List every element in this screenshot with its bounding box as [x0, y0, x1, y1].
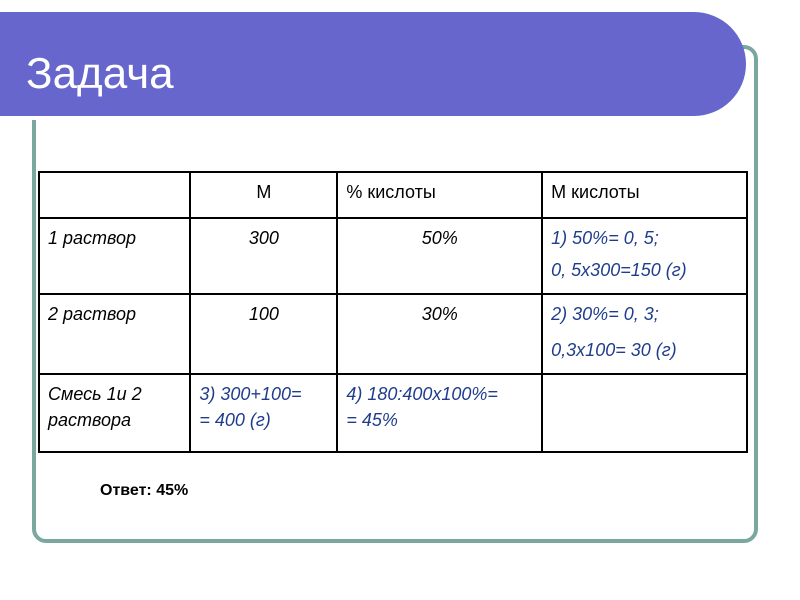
row-label-line1: Смесь 1и 2 — [48, 384, 142, 404]
table-row — [39, 374, 747, 452]
header-cell-mass: М — [190, 172, 337, 218]
percent-line1: 4) 180:400х100%= — [346, 384, 498, 404]
header-cell-empty — [39, 172, 190, 218]
table-row — [39, 294, 747, 374]
page-title: Задача — [26, 49, 174, 98]
answer-text: Ответ: 45% — [100, 482, 189, 499]
mass-line1: 3) 300+100= — [199, 384, 302, 404]
header-cell-acid-percent: % кислоты — [337, 172, 542, 218]
row-label: 1 раствор — [39, 218, 190, 294]
acid-mass-line1: 2) 30%= 0, 3; — [551, 304, 659, 324]
mass-line2: = 400 (г) — [199, 410, 271, 430]
title-bar — [0, 12, 746, 116]
task-table — [38, 171, 748, 453]
percent-cell — [337, 374, 542, 452]
mass-cell — [190, 374, 337, 452]
header-cell-acid-mass: М кислоты — [542, 172, 747, 218]
mass-cell: 100 — [190, 294, 337, 374]
row-label-line2: раствора — [48, 410, 132, 430]
percent-cell: 30% — [337, 294, 542, 374]
acid-mass-line2: 0,3х100= 30 (г) — [551, 340, 677, 360]
table-header-row — [39, 172, 747, 218]
acid-mass-cell — [542, 218, 747, 294]
acid-mass-line2: 0, 5х300=150 (г) — [551, 260, 687, 280]
acid-mass-line1: 1) 50%= 0, 5; — [551, 228, 659, 248]
title-underline — [32, 116, 708, 120]
row-label: 2 раствор — [39, 294, 190, 374]
acid-mass-cell — [542, 374, 747, 452]
row-label — [39, 374, 190, 452]
mass-cell: 300 — [190, 218, 337, 294]
percent-cell: 50% — [337, 218, 542, 294]
percent-line2: = 45% — [346, 410, 398, 430]
acid-mass-cell — [542, 294, 747, 374]
table-row — [39, 218, 747, 294]
